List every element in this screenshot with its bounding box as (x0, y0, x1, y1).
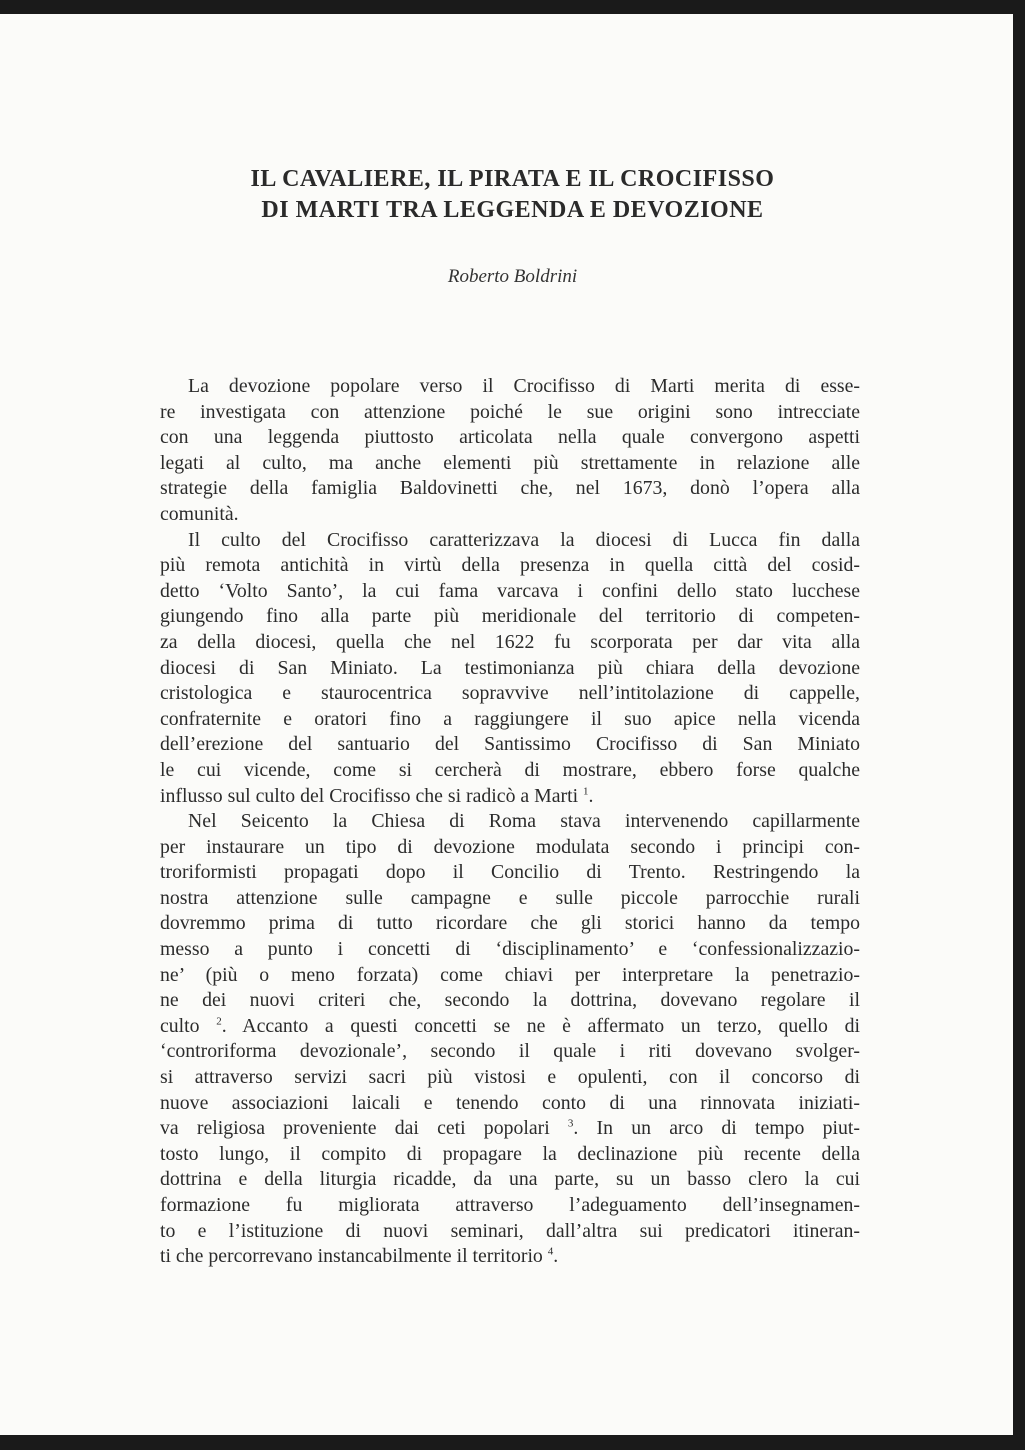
text-line: strategie della famiglia Baldovinetti che, nel 1673, donò l’opera alla (160, 477, 860, 500)
text-line: le cui vicende, come si cercherà di mostrare, ebbero forse qualche (160, 758, 860, 781)
text-run: . (588, 784, 594, 807)
text-line: messo a punto i concetti di ‘disciplinamento’ e ‘confessionalizzazio- (160, 938, 860, 961)
footnote-ref-4: 4 (547, 1245, 554, 1258)
text-line: comunità. (160, 502, 239, 525)
text-line: per instaurare un tipo di devozione modulata secondo i principi con- (160, 835, 860, 858)
title-line-1: IL CAVALIERE, IL PIRATA E IL CROCIFISSO (250, 166, 775, 192)
text-line: dell’erezione del santuario del Santissimo Crocifisso di San Miniato (160, 733, 860, 756)
text-line: dottrina e della liturgia ricadde, da una parte, su un basso clero la cui (160, 1168, 860, 1191)
text-run: . In un arco di tempo piut- (573, 1117, 860, 1140)
text-line: ‘controriforma devozionale’, secondo il quale i riti dovevano svolger- (160, 1040, 860, 1063)
text-line (160, 1244, 860, 1270)
text-line: to e l’istituzione di nuovi seminari, dall’altra sui predicatori itineran- (160, 1219, 860, 1242)
text-line: confraternite e oratori fino a raggiungere il suo apice nella vicenda (160, 707, 860, 730)
text-line: dovremmo prima di tutto ricordare che gli storici hanno da tempo (160, 912, 860, 935)
article-author: Roberto Boldrini (447, 266, 578, 287)
footnote-ref-3: 3 (567, 1117, 574, 1130)
article-body (160, 374, 860, 1270)
document-page (0, 14, 1013, 1435)
paragraph-2 (160, 528, 860, 810)
text-line: La devozione popolare verso il Crocifisso di Marti merita di esse- (188, 375, 860, 397)
text-run: . (553, 1245, 559, 1268)
paragraph-3 (160, 809, 860, 1270)
text-line: nostra attenzione sulle campagne e sulle piccole parrocchie rurali (160, 886, 860, 909)
title-line-2: DI MARTI TRA LEGGENDA E DEVOZIONE (261, 197, 764, 223)
text-line: troriformisti propagati dopo il Concilio di Trento. Restringendo la (160, 861, 860, 884)
text-line: Nel Seicento la Chiesa di Roma stava intervenendo capillarmente (188, 810, 860, 833)
text-run: culto (160, 1014, 200, 1037)
paragraph-1 (160, 374, 860, 528)
text-line: giungendo fino alla parte più meridionale del territorio di competen- (160, 605, 860, 628)
text-run: va religiosa proveniente dai ceti popolari (160, 1117, 550, 1140)
text-line: Il culto del Crocifisso caratterizzava la diocesi di Lucca fin dalla (188, 528, 860, 551)
text-line: za della diocesi, quella che nel 1622 fu scorporata per dar vita alla (160, 630, 860, 653)
text-line: tosto lungo, il compito di propagare la declinazione più recente della (160, 1142, 860, 1165)
text-line: legati al culto, ma anche elementi più strettamente in relazione alle (160, 451, 860, 474)
text-line: nuove associazioni laicali e tenendo conto di una rinnovata iniziati- (160, 1091, 860, 1114)
text-line: re investigata con attenzione poiché le sue origini sono intrecciate (160, 400, 860, 423)
article-title (0, 164, 1025, 226)
text-line: con una leggenda piuttosto articolata nella quale convergono aspetti (160, 426, 860, 449)
text-line (160, 1014, 860, 1040)
text-run: ti che percorrevano instancabilmente il territorio (160, 1245, 543, 1268)
text-line: più remota antichità in virtù della presenza in quella città del cosid- (160, 554, 860, 577)
text-line: cristologica e staurocentrica sopravvive nell’intitolazione di cappelle, (160, 682, 860, 705)
text-run: influsso sul culto del Crocifisso che si radicò a Marti (160, 784, 579, 807)
footnote-ref-2: 2 (216, 1015, 222, 1028)
text-line: detto ‘Volto Santo’, la cui fama varcava i confini dello stato lucchese (160, 579, 860, 602)
text-line: ne’ (più o meno forzata) come chiavi per interpretare la penetrazio- (160, 963, 860, 986)
text-line (160, 1116, 860, 1142)
text-line: ne dei nuovi criteri che, secondo la dottrina, dovevano regolare il (160, 989, 860, 1012)
text-line: diocesi di San Miniato. La testimonianza più chiara della devozione (160, 656, 860, 679)
text-line: si attraverso servizi sacri più vistosi e opulenti, con il concorso di (160, 1066, 860, 1089)
text-line (160, 784, 860, 810)
text-line: formazione fu migliorata attraverso l’adeguamento dell’insegnamen- (160, 1194, 860, 1216)
text-run: . Accanto a questi concetti se ne è affermato un terzo, quello di (221, 1014, 860, 1037)
footnote-ref-1: 1 (583, 784, 589, 797)
